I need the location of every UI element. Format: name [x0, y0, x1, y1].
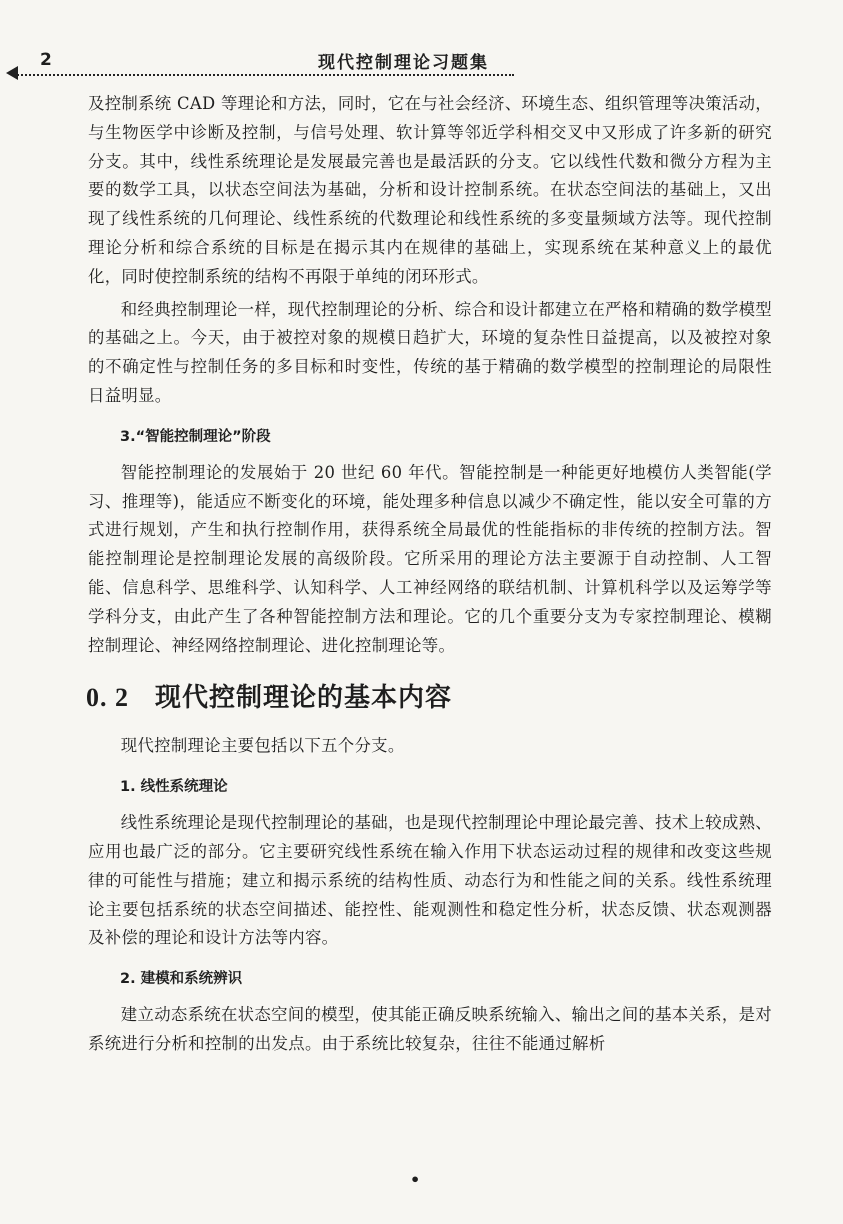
paragraph-five-branches: 现代控制理论主要包括以下五个分支。 — [120, 736, 405, 756]
paragraph-modeling: 建立动态系统在状态空间的模型，使其能正确反映系统输入、输出之间的基本关系，是对系统进行分析和控制的出发点。由于系统比较复杂，往往不能通过解析 — [88, 1005, 772, 1053]
paragraph-linear-systems: 线性系统理论是现代控制理论的基础，也是现代控制理论中理论最完善、技术上较成熟、应用也最广泛的部分。它主要研究线性系统在输入作用下状态运动过程的规律和改变这些规律的可能性与措施；建立和揭示系统的结构性质、动态行为和性能之间的关系。线性系统理论主要包括系统的状态空间描述、能控性、能观测性和稳定性分析，状态反馈、状态观测器及补偿的理论和设计方法等内容。 — [88, 813, 772, 948]
running-title: 现代控制理论习题集 — [318, 53, 489, 73]
section-title: 现代控制理论的基本内容 — [155, 683, 453, 714]
subheading-modeling-identification: 2. 建模和系统辨识 — [120, 971, 243, 988]
subheading-intelligent-control: 3.“智能控制理论”阶段 — [120, 428, 271, 445]
section-number: 0. 2 — [86, 683, 129, 713]
arrow-left-icon — [6, 66, 18, 80]
header-dotted-rule — [14, 74, 514, 76]
section-heading — [86, 676, 772, 720]
page-header — [0, 0, 843, 80]
paragraph-intelligent-control: 智能控制理论的发展始于 20 世纪 60 年代。智能控制是一种能更好地模仿人类智能(学习、推理等)，能适应不断变化的环境，能处理多种信息以减少不确定性，能以安全可靠的方式进行规划，产生和执行控制作用，获得系统全局最优的性能指标的非传统的控制方法。智能控制理论是控制理论发展的高级阶段。它所采用的理论方法主要源于自动控制、人工智能、信息科学、思维科学、认知科学、人工神经网络的联结机制、计算机科学以及运筹学等学科分支，由此产生了各种智能控制方法和理论。它的几个重要分支为专家控制理论、模糊控制理论、神经网络控制理论、进化控制理论等。 — [88, 462, 772, 655]
page-body — [88, 90, 772, 1059]
paragraph-cad-continuation: 及控制系统 CAD 等理论和方法，同时，它在与社会经济、环境生态、组织管理等决策活动，与生物医学中诊断及控制，与信号处理、软计算等邻近学科相交叉中又形成了许多新的研究分支。其中，线性系统理论是发展最完善也是最活跃的分支。它以线性代数和微分方程为主要的数学工具，以状态空间法为基础，分析和设计控制系统。在状态空间法的基础上，又出现了线性系统的几何理论、线性系统的代数理论和线性系统的多变量频域方法等。现代控制理论分析和综合系统的目标是在揭示其内在规律的基础上，实现系统在某种意义上的最优化，同时使控制系统的结构不再限于单纯的闭环形式。 — [88, 94, 772, 286]
footer-marker: • — [410, 1170, 421, 1189]
subheading-linear-systems: 1. 线性系统理论 — [120, 779, 228, 796]
paragraph-classical-comparison: 和经典控制理论一样，现代控制理论的分析、综合和设计都建立在严格和精确的数学模型的基础之上。今天，由于被控对象的规模日趋扩大，环境的复杂性日益提高，以及被控对象的不确定性与控制任务的多目标和时变性，传统的基于精确的数学模型的控制理论的局限性日益明显。 — [88, 299, 772, 405]
page-number: 2 — [40, 50, 52, 70]
